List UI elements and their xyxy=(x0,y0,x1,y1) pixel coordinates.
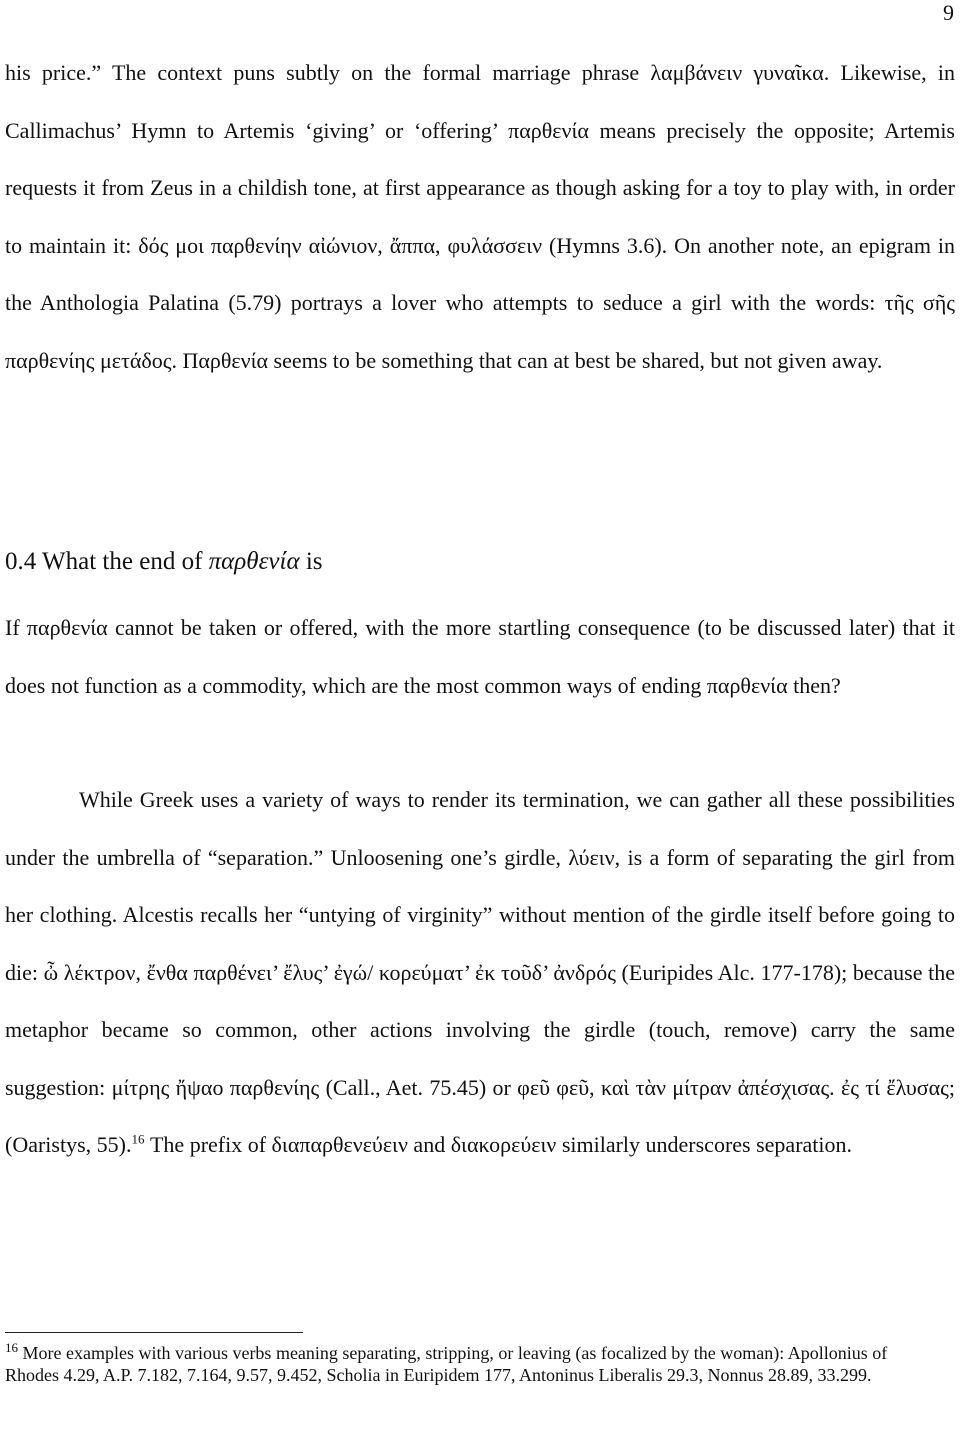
paragraph-3 xyxy=(5,771,955,1174)
footnote-reference[interactable]: 16 xyxy=(131,1131,145,1147)
paragraph-3-text-after: The prefix of διαπαρθενεύειν and διακορεύειν similarly underscores separation. xyxy=(144,1132,853,1157)
footnote-divider xyxy=(5,1332,303,1333)
section-heading xyxy=(5,542,323,582)
paragraph-3-text: While Greek uses a variety of ways to render its termination, we can gather all these possibilities under the umbrella of “separation.” Unloosening one’s girdle, λύειν, is a form of separating the girl from her clothing. Alcestis recalls her “untying of virginity” without mention of the girdle itself before going to die: ὦ λέκτρον, ἔνθα παρθένει’ ἔλυς’ ἐγώ/ κορεύματ’ ἐκ τοῦδ’ ἀνδρός (Euripides Alc. 177-178); because the metaphor became so common, other actions involving the girdle (touch, remove) carry the same suggestion: μίτρης ἤψαο παρθενίης (Call., Aet. 75.45) or φεῦ φεῦ, καὶ τὰν μίτραν ἀπέσχισας. ἐς τί ἔλυσας; (Oaristys, 55). xyxy=(5,787,955,1157)
section-heading-greek: παρθενία xyxy=(208,548,300,575)
paragraph-1: his price.” The context puns subtly on the formal marriage phrase λαμβάνειν γυναῖκα. Likewise, in Callimachus’ Hymn to Artemis ‘giving’ or ‘offering’ παρθενία means precisely the opposite; Artemis requests it from Zeus in a childish tone, at first appearance as though asking for a toy to play with, in order to maintain it: δός μοι παρθενίην αἰώνιον, ἄππα, φυλάσσειν (Hymns 3.6). On another note, an epigram in the Anthologia Palatina (5.79) portrays a lover who attempts to seduce a girl with the words: τῆς σῆς παρθενίης μετάδος. Παρθενία seems to be something that can at best be shared, but not given away. xyxy=(5,60,955,373)
paragraph-2: If παρθενία cannot be taken or offered, with the more startling consequence (to be discussed later) that it does not function as a commodity, which are the most common ways of ending παρθενία then? xyxy=(5,615,955,698)
section-heading-suffix: is xyxy=(299,548,323,575)
footnote-number: 16 xyxy=(5,1340,18,1355)
page-number: 9 xyxy=(943,0,954,25)
footnote xyxy=(5,1342,945,1386)
footnote-text: More examples with various verbs meaning separating, stripping, or leaving (as focalized by the woman): Apollonius of Rhodes 4.29, A.P. 7.182, 7.164, 9.57, 9.452, Scholia in Euripidem 177, Antoninus Liberalis 29.3, Nonnus 28.89, 33.299. xyxy=(5,1343,888,1385)
section-heading-prefix: 0.4 What the end of xyxy=(5,548,209,575)
